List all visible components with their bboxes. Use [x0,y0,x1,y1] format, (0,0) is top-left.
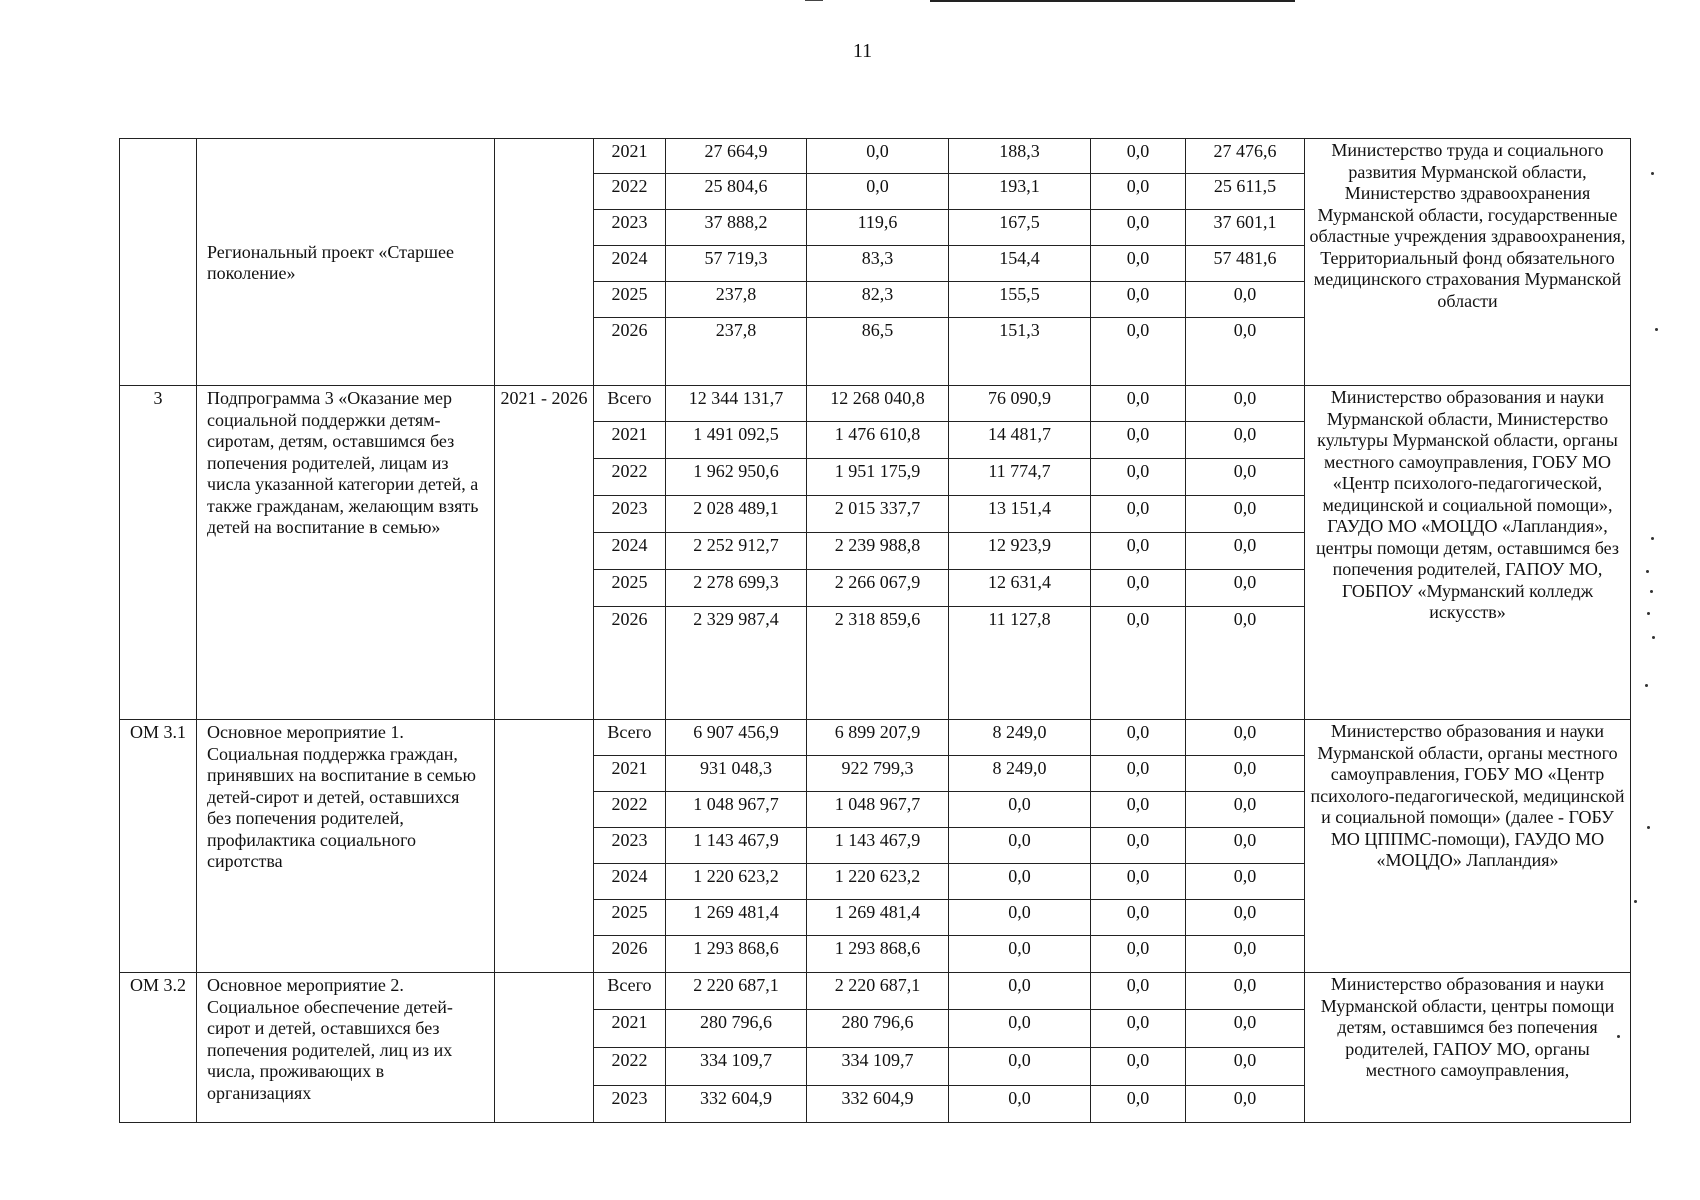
regional-budget-cell: 2 220 687,1 [807,973,949,1010]
regional-budget-cell: 0,0 [807,139,949,174]
federal-budget-cell: 167,5 [949,210,1091,246]
total-cell: 1 962 950,6 [666,459,807,496]
local-budget-cell: 0,0 [1091,459,1186,496]
row-index: 3 [120,386,197,720]
local-budget-cell: 0,0 [1091,174,1186,210]
federal-budget-cell: 12 923,9 [949,533,1091,570]
federal-budget-cell: 0,0 [949,1086,1091,1123]
local-budget-cell: 0,0 [1091,900,1186,936]
other-sources-cell: 0,0 [1186,900,1305,936]
other-sources-cell: 0,0 [1186,533,1305,570]
scan-speck [1647,612,1650,615]
other-sources-cell: 0,0 [1186,973,1305,1010]
local-budget-cell: 0,0 [1091,386,1186,422]
regional-budget-cell: 332 604,9 [807,1086,949,1123]
federal-budget-cell: 8 249,0 [949,720,1091,756]
federal-budget-cell: 0,0 [949,1010,1091,1048]
measure-name: Основное мероприятие 1. Социальная поддержка граждан, принявших на воспитание в семью детей-сирот и детей, оставшихся без попечения родителей, профилактика социального сиротства [197,720,495,973]
responsible-executors: Министерство труда и социального развития Мурманской области, Министерство здравоохранения Мурманской области, государственные областные учреждения здравоохранения, Территориальный фонд обязательного медицинского страхования Мурманской области [1305,139,1631,386]
other-sources-cell: 25 611,5 [1186,174,1305,210]
local-budget-cell: 0,0 [1091,720,1186,756]
regional-budget-cell: 280 796,6 [807,1010,949,1048]
scan-speck [1651,537,1654,540]
measure-name: Подпрограмма 3 «Оказание мер социальной поддержки детям-сиротам, детям, оставшимся без попечения родителей, лицам из числа указанной категории детей, а также гражданам, желающим взять детей на воспитание в семью» [197,386,495,720]
local-budget-cell: 0,0 [1091,973,1186,1010]
regional-budget-cell: 2 239 988,8 [807,533,949,570]
year-cell: 2021 [594,422,666,459]
year-cell: 2026 [594,318,666,386]
year-cell: 2023 [594,496,666,533]
implementation-period: 2021 - 2026 [495,386,594,720]
year-cell: 2026 [594,607,666,720]
table-row [120,386,1631,422]
total-cell: 237,8 [666,282,807,318]
local-budget-cell: 0,0 [1091,210,1186,246]
total-cell: 2 220 687,1 [666,973,807,1010]
total-cell: 37 888,2 [666,210,807,246]
year-cell: 2022 [594,1048,666,1086]
total-cell: 1 143 467,9 [666,828,807,864]
page-number: 11 [852,40,873,62]
local-budget-cell: 0,0 [1091,607,1186,720]
year-cell: 2023 [594,1086,666,1123]
responsible-executors: Министерство образования и науки Мурманской области, органы местного самоуправления, ГОБУ МО «Центр психолого-педагогической, медицинской и социальной помощи» (далее - ГОБУ МО ЦППМС-помощи), ГАУДО МО «МОЦДО» Лапландия» [1305,720,1631,973]
total-cell: 1 269 481,4 [666,900,807,936]
local-budget-cell: 0,0 [1091,422,1186,459]
federal-budget-cell: 13 151,4 [949,496,1091,533]
local-budget-cell: 0,0 [1091,864,1186,900]
year-cell: 2022 [594,792,666,828]
scan-mark [805,0,823,1]
scan-speck [1646,570,1649,573]
scan-speck [1617,1035,1620,1038]
implementation-period [495,973,594,1123]
other-sources-cell: 0,0 [1186,1048,1305,1086]
budget-table-container [119,138,1631,1123]
federal-budget-cell: 154,4 [949,246,1091,282]
regional-budget-cell: 334 109,7 [807,1048,949,1086]
year-cell: 2024 [594,533,666,570]
local-budget-cell: 0,0 [1091,1086,1186,1123]
responsible-executors: Министерство образования и науки Мурманской области, Министерство культуры Мурманской области, органы местного самоуправления, ГОБУ МО «Центр психолого-педагогической, медицинской и социальной помощи», ГАУДО МО «МОЦДО «Лапландия», центры помощи детям, оставшимся без попечения родителей, ГАПОУ МО, ГОБПОУ «Мурманский колледж искусств» [1305,386,1631,720]
other-sources-cell: 0,0 [1186,570,1305,607]
federal-budget-cell: 0,0 [949,828,1091,864]
year-cell: 2025 [594,900,666,936]
federal-budget-cell: 14 481,7 [949,422,1091,459]
local-budget-cell: 0,0 [1091,533,1186,570]
responsible-executors: Министерство образования и науки Мурманской области, центры помощи детям, оставшимся без попечения родителей, ГАПОУ МО, органы местного самоуправления, [1305,973,1631,1123]
table-row [120,720,1631,756]
year-cell: 2025 [594,282,666,318]
federal-budget-cell: 12 631,4 [949,570,1091,607]
year-cell: Всего [594,386,666,422]
other-sources-cell: 27 476,6 [1186,139,1305,174]
regional-budget-cell: 1 143 467,9 [807,828,949,864]
other-sources-cell: 0,0 [1186,792,1305,828]
total-cell: 1 293 868,6 [666,936,807,973]
other-sources-cell: 0,0 [1186,607,1305,720]
regional-budget-cell: 86,5 [807,318,949,386]
header-rule [930,0,1295,2]
other-sources-cell: 0,0 [1186,282,1305,318]
other-sources-cell: 0,0 [1186,720,1305,756]
scan-speck [1652,636,1655,639]
implementation-period [495,720,594,973]
regional-budget-cell: 0,0 [807,174,949,210]
local-budget-cell: 0,0 [1091,139,1186,174]
regional-budget-cell: 12 268 040,8 [807,386,949,422]
federal-budget-cell: 76 090,9 [949,386,1091,422]
measure-name: Основное мероприятие 2. Социальное обеспечение детей-сирот и детей, оставшихся без попечения родителей, лиц из их числа, проживающих в организациях [197,973,495,1123]
regional-budget-cell: 2 015 337,7 [807,496,949,533]
total-cell: 57 719,3 [666,246,807,282]
federal-budget-cell: 0,0 [949,864,1091,900]
federal-budget-cell: 11 774,7 [949,459,1091,496]
total-cell: 12 344 131,7 [666,386,807,422]
year-cell: 2021 [594,1010,666,1048]
federal-budget-cell: 193,1 [949,174,1091,210]
total-cell: 2 028 489,1 [666,496,807,533]
row-index [120,139,197,386]
year-cell: 2022 [594,459,666,496]
total-cell: 27 664,9 [666,139,807,174]
regional-budget-cell: 2 266 067,9 [807,570,949,607]
federal-budget-cell: 155,5 [949,282,1091,318]
total-cell: 6 907 456,9 [666,720,807,756]
other-sources-cell: 37 601,1 [1186,210,1305,246]
year-cell: 2021 [594,139,666,174]
local-budget-cell: 0,0 [1091,756,1186,792]
year-cell: Всего [594,973,666,1010]
regional-budget-cell: 1 951 175,9 [807,459,949,496]
scan-speck [1650,590,1653,593]
regional-budget-cell: 922 799,3 [807,756,949,792]
regional-budget-cell: 1 476 610,8 [807,422,949,459]
budget-table [119,138,1631,1123]
local-budget-cell: 0,0 [1091,318,1186,386]
other-sources-cell: 57 481,6 [1186,246,1305,282]
other-sources-cell: 0,0 [1186,756,1305,792]
table-row [120,139,1631,174]
regional-budget-cell: 6 899 207,9 [807,720,949,756]
other-sources-cell: 0,0 [1186,864,1305,900]
other-sources-cell: 0,0 [1186,936,1305,973]
scan-speck [1655,328,1658,331]
other-sources-cell: 0,0 [1186,422,1305,459]
year-cell: 2024 [594,864,666,900]
year-cell: 2026 [594,936,666,973]
local-budget-cell: 0,0 [1091,936,1186,973]
local-budget-cell: 0,0 [1091,496,1186,533]
regional-budget-cell: 83,3 [807,246,949,282]
other-sources-cell: 0,0 [1186,1086,1305,1123]
total-cell: 237,8 [666,318,807,386]
federal-budget-cell: 0,0 [949,973,1091,1010]
other-sources-cell: 0,0 [1186,828,1305,864]
implementation-period [495,139,594,386]
scan-speck [1651,172,1654,175]
local-budget-cell: 0,0 [1091,246,1186,282]
year-cell: 2025 [594,570,666,607]
federal-budget-cell: 0,0 [949,1048,1091,1086]
scan-speck [1634,900,1637,903]
total-cell: 334 109,7 [666,1048,807,1086]
total-cell: 931 048,3 [666,756,807,792]
other-sources-cell: 0,0 [1186,459,1305,496]
total-cell: 1 048 967,7 [666,792,807,828]
local-budget-cell: 0,0 [1091,792,1186,828]
federal-budget-cell: 151,3 [949,318,1091,386]
federal-budget-cell: 0,0 [949,900,1091,936]
year-cell: 2023 [594,210,666,246]
local-budget-cell: 0,0 [1091,1048,1186,1086]
total-cell: 2 252 912,7 [666,533,807,570]
federal-budget-cell: 0,0 [949,792,1091,828]
federal-budget-cell: 188,3 [949,139,1091,174]
other-sources-cell: 0,0 [1186,496,1305,533]
row-index: ОМ 3.1 [120,720,197,973]
other-sources-cell: 0,0 [1186,318,1305,386]
total-cell: 1 220 623,2 [666,864,807,900]
total-cell: 332 604,9 [666,1086,807,1123]
other-sources-cell: 0,0 [1186,1010,1305,1048]
regional-budget-cell: 1 293 868,6 [807,936,949,973]
year-cell: 2022 [594,174,666,210]
measure-name: Региональный проект «Старшее поколение» [197,139,495,386]
table-row [120,973,1631,1010]
federal-budget-cell: 11 127,8 [949,607,1091,720]
row-index: ОМ 3.2 [120,973,197,1123]
total-cell: 25 804,6 [666,174,807,210]
year-cell: 2021 [594,756,666,792]
regional-budget-cell: 1 048 967,7 [807,792,949,828]
regional-budget-cell: 119,6 [807,210,949,246]
regional-budget-cell: 82,3 [807,282,949,318]
year-cell: Всего [594,720,666,756]
federal-budget-cell: 8 249,0 [949,756,1091,792]
other-sources-cell: 0,0 [1186,386,1305,422]
scan-speck [1647,826,1650,829]
local-budget-cell: 0,0 [1091,282,1186,318]
year-cell: 2024 [594,246,666,282]
total-cell: 2 278 699,3 [666,570,807,607]
regional-budget-cell: 1 220 623,2 [807,864,949,900]
regional-budget-cell: 1 269 481,4 [807,900,949,936]
total-cell: 2 329 987,4 [666,607,807,720]
total-cell: 1 491 092,5 [666,422,807,459]
local-budget-cell: 0,0 [1091,1010,1186,1048]
year-cell: 2023 [594,828,666,864]
local-budget-cell: 0,0 [1091,570,1186,607]
federal-budget-cell: 0,0 [949,936,1091,973]
total-cell: 280 796,6 [666,1010,807,1048]
local-budget-cell: 0,0 [1091,828,1186,864]
scan-speck [1645,684,1648,687]
regional-budget-cell: 2 318 859,6 [807,607,949,720]
